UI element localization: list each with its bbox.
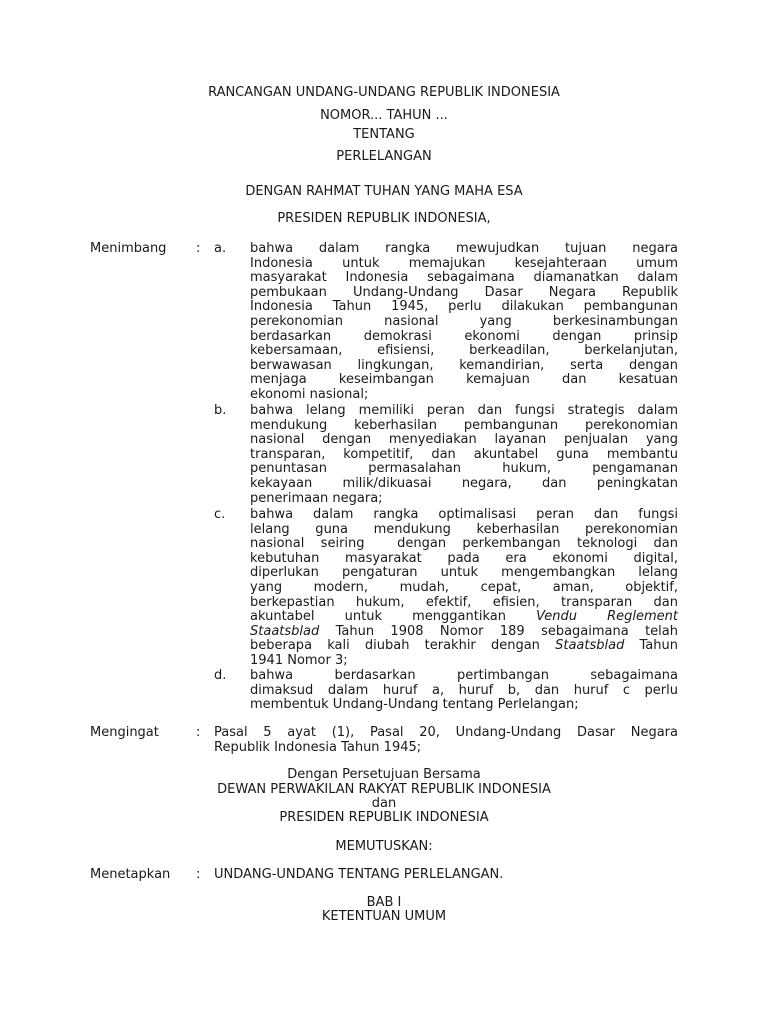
mengingat-colon: : bbox=[196, 725, 201, 740]
paragraph-line: penuntasan permasalahan hukum, pengamanan bbox=[250, 461, 678, 477]
line-text: Tahun 1908 Nomor 189 sebagaimana telah bbox=[319, 623, 678, 639]
menimbang-colon: : bbox=[196, 241, 201, 256]
paragraph-line bbox=[250, 625, 678, 640]
menimbang-item-c bbox=[250, 508, 678, 669]
document-number: NOMOR... TAHUN ... bbox=[320, 108, 448, 123]
paragraph-line: membentuk Undang-Undang tentang Perlelangan; bbox=[250, 697, 579, 713]
paragraph-line bbox=[250, 639, 678, 654]
menetapkan-label: Menetapkan bbox=[90, 867, 171, 882]
persetujuan-line: Dengan Persetujuan Bersama bbox=[287, 767, 481, 782]
menimbang-marker-a: a. bbox=[214, 241, 227, 256]
menetapkan-colon: : bbox=[196, 867, 201, 882]
paragraph-line: perekonomian nasional yang berkesinambungan bbox=[250, 313, 678, 329]
document-subject: PERLELANGAN bbox=[336, 149, 432, 164]
italic-term: Staatsblad bbox=[555, 638, 625, 654]
memutuskan-heading: MEMUTUSKAN: bbox=[335, 839, 433, 854]
paragraph-line: bahwa lelang memiliki peran dan fungsi strategis dalam bbox=[250, 403, 678, 418]
paragraph-line: kebersamaan, efisiensi, berkeadilan, berkelanjutan, bbox=[250, 343, 678, 359]
tentang-label: TENTANG bbox=[353, 127, 415, 142]
paragraph-line: berwawasan lingkungan, kemandirian, serta dengan bbox=[250, 357, 678, 373]
paragraph-line bbox=[250, 610, 678, 625]
paragraph-line: diperlukan pengaturan untuk mengembangkan lelang bbox=[250, 565, 678, 581]
paragraph-line: yang modern, mudah, cepat, aman, objektif, bbox=[250, 579, 678, 595]
document-title: RANCANGAN UNDANG-UNDANG REPUBLIK INDONESIA bbox=[208, 85, 560, 100]
invocation: DENGAN RAHMAT TUHAN YANG MAHA ESA bbox=[245, 184, 523, 199]
paragraph-line: bahwa dalam rangka mewujudkan tujuan negara bbox=[250, 241, 678, 256]
paragraph-line: ekonomi nasional; bbox=[250, 386, 369, 402]
president-line: PRESIDEN REPUBLIK INDONESIA bbox=[279, 810, 489, 825]
paragraph-line: lelang guna mendukung keberhasilan perekonomian bbox=[250, 521, 678, 537]
menimbang-marker-b: b. bbox=[214, 403, 227, 418]
menimbang-marker-c: c. bbox=[214, 507, 226, 522]
italic-term: Staatsblad bbox=[250, 623, 320, 639]
chapter-number: BAB I bbox=[366, 895, 402, 910]
paragraph-line: Indonesia Tahun 1945, perlu dilakukan pembangunan bbox=[250, 299, 678, 315]
mengingat-text bbox=[214, 726, 678, 755]
paragraph-line: kebutuhan masyarakat pada era ekonomi digital, bbox=[250, 550, 678, 566]
menimbang-marker-d: d. bbox=[214, 668, 227, 683]
mengingat-label: Mengingat bbox=[90, 725, 159, 740]
paragraph-line: bahwa berdasarkan pertimbangan sebagaimana bbox=[250, 668, 678, 683]
paragraph-line: penerimaan negara; bbox=[250, 490, 383, 506]
president-heading: PRESIDEN REPUBLIK INDONESIA, bbox=[277, 211, 491, 226]
dpr-heading: DEWAN PERWAKILAN RAKYAT REPUBLIK INDONESIA bbox=[217, 782, 551, 797]
menetapkan-text: UNDANG-UNDANG TENTANG PERLELANGAN. bbox=[214, 867, 504, 882]
line-text: Tahun bbox=[624, 638, 678, 654]
paragraph-line: mendukung keberhasilan pembangunan perekonomian bbox=[250, 417, 678, 433]
paragraph-line: berkepastian hukum, efektif, efisien, transparan dan bbox=[250, 594, 678, 610]
paragraph-line: transparan, kompetitif, dan akuntabel guna membantu bbox=[250, 446, 678, 462]
paragraph-line: bahwa dalam rangka optimalisasi peran dan fungsi bbox=[250, 507, 678, 522]
paragraph-line: masyarakat Indonesia sebagaimana diamanatkan dalam bbox=[250, 270, 678, 286]
line-text: akuntabel untuk menggantikan bbox=[250, 609, 537, 625]
paragraph-line: nasional dengan menyediakan layanan penjualan yang bbox=[250, 432, 678, 448]
menimbang-label: Menimbang bbox=[90, 241, 167, 256]
paragraph-line: dimaksud dalam huruf a, huruf b, dan huruf c perlu bbox=[250, 682, 678, 698]
menimbang-item-b bbox=[250, 404, 678, 506]
paragraph-line: pembukaan Undang-Undang Dasar Negara Republik bbox=[250, 284, 678, 300]
paragraph-line: menjaga keseimbangan kemajuan dan kesatuan bbox=[250, 372, 678, 388]
paragraph-line: berdasarkan demokrasi ekonomi dengan prinsip bbox=[250, 328, 678, 344]
paragraph-line: Republik Indonesia Tahun 1945; bbox=[214, 739, 422, 755]
menimbang-item-a bbox=[250, 242, 678, 403]
dan-label: dan bbox=[371, 796, 397, 811]
paragraph-line: 1941 Nomor 3; bbox=[250, 652, 348, 668]
chapter-title: KETENTUAN UMUM bbox=[321, 909, 447, 924]
paragraph-line: nasional seiring dengan perkembangan teknologi dan bbox=[250, 536, 678, 552]
paragraph-line: Pasal 5 ayat (1), Pasal 20, Undang-Undang Dasar Negara bbox=[214, 725, 678, 740]
line-text: beberapa kali diubah terakhir dengan bbox=[250, 638, 556, 654]
paragraph-line: Indonesia untuk memajukan kesejahteraan umum bbox=[250, 255, 678, 271]
italic-term: Vendu Reglement bbox=[536, 609, 678, 625]
paragraph-line: kekayaan milik/dikuasai negara, dan peningkatan bbox=[250, 475, 678, 491]
menimbang-item-d bbox=[250, 669, 678, 713]
